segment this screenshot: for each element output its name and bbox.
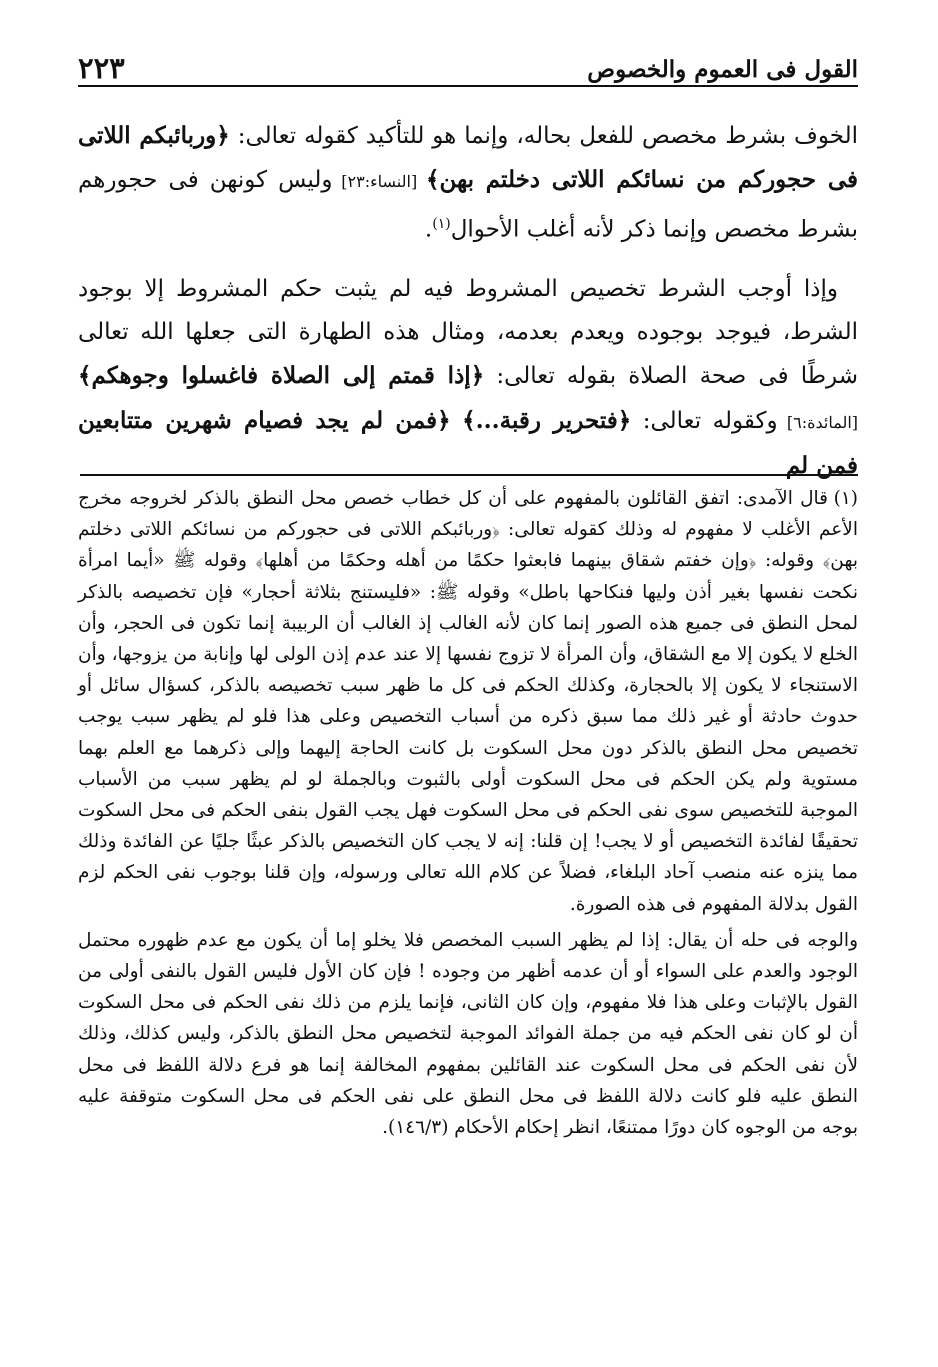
- page-header: [78, 45, 858, 87]
- main-text-segment: وكقوله تعالى:: [631, 407, 778, 434]
- footnote-1: [78, 483, 858, 920]
- running-title: القول فى العموم والخصوص: [587, 56, 858, 83]
- main-text-segment: وإذا أوجب الشرط تخصيص المشروط فيه لم يثبت حكم المشروط إلا بوجود الشرط، فيوجد بوجوده ويعدم بعدمه، ومثال هذه الطهارة التى جعلها الله تعالى شرطًا فى صحة الصلاة بقوله تعالى:: [78, 275, 859, 389]
- main-paragraph-2: [78, 268, 858, 488]
- main-text: [78, 114, 858, 488]
- verse-reference: [المائدة:٦]: [777, 412, 859, 432]
- footnote-number: (١): [833, 488, 858, 509]
- main-text-segment: وليس كونهن فى حجورهم بشرط مخصص وإنما ذكر لأنه أغلب الأحوال: [78, 167, 858, 243]
- main-paragraph-1: [78, 114, 858, 252]
- footnote-separator: [80, 474, 858, 476]
- quran-verse: ﴿فمن لم يجد فصيام شهرين متتابعين فمن لم: [78, 406, 858, 479]
- book-page: [78, 45, 858, 1345]
- footnotes: [78, 483, 858, 1143]
- quran-verse: ﴿إذا قمتم إلى الصلاة فاغسلوا وجوهكم﴾: [78, 361, 485, 389]
- footnote-marker: (١): [432, 216, 451, 232]
- page-number: ٢٢٣: [78, 51, 125, 85]
- quran-verse: ﴿وربائبكم اللاتى فى حجوركم من نسائكم اللاتى دخلتم بهن﴾: [78, 122, 859, 193]
- main-text-segment: الخوف بشرط مخصص للفعل بحاله، وإنما هو للتأكيد كقوله تعالى:: [229, 123, 858, 149]
- verse-reference: [النساء:٢٣]: [332, 172, 426, 191]
- main-text-segment: [451, 408, 463, 434]
- footnote-1-paragraph-2: والوجه فى حله أن يقال: إذا لم يظهر السبب المخصص فلا يخلو إما أن يكون مع عدم ظهوره محتمل الوجود والعدم على السواء أو أن عدمه أظهر من وجوده ! فإن كان الأول فليس القول بالنفى أولى من القول بالإثبات وعلى هذا فلا مفهوم، وإن كان الثانى، فإنما يلزم من ذلك نفى الحكم فى محل السكوت أن لو كان نفى الحكم فيه من جملة الفوائد الموجبة لتخصيص محل النطق بالذكر، وليس كذلك، وذلك لأن نفى الحكم فى محل السكوت عند القائلين بمفهوم المخالفة إنما هو فرع دلالة اللفظ فى محل النطق عليه فلو كانت دلالة اللفظ فى محل النطق على نفى الحكم فى محل السكوت متوقفة عليه بوجه من الوجوه كان دورًا ممتنعًا، انظر إحكام الأحكام (١٤٦/٣).: [78, 929, 858, 1139]
- main-text-segment: .: [424, 216, 433, 243]
- footnote-text: قال الآمدى: اتفق القائلون بالمفهوم على أن كل خطاب خصص محل النطق بالذكر لخروجه مخرج الأعم الأغلب لا مفهوم له وذلك كقوله تعالى: ﴿وربائبكم اللاتى فى حجوركم من نسائكم اللاتى دخلتم بهن﴾ وقوله: ﴿وإن خفتم شقاق بينهما فابعثوا حكمًا من أهله وحكمًا من أهلها﴾ وقوله ﷺ «أيما امرأة نكحت نفسها بغير أذن وليها فنكاحها باطل» وقوله ﷺ: «فليستنج بثلاثة أحجار» فإن تخصيصه بالذكر لمحل النطق فى جميع هذه الصور إنما كان لأنه الغالب إذ الغالب أن الربيبة إنما تكون فى الحجر، وأن الخلع لا يكون إلا مع الشقاق، وأن المرأة لا تزوج نفسها إلا عند عدم إذن الولى لها وإنابة من يزوجها، وأن الاستنجاء لا يكون إلا بالحجارة، وكذلك الحكم فى كل ما ظهر سبب تخصيصه بالذكر، كسؤال سائل أو حدوث حادثة أو غير ذلك مما سبق ذكره من أسباب التخصيص وعلى هذا فلو لم يظهر سبب يوجب تخصيص محل النطق بالذكر دون محل السكوت بل كانت الحاجة إليهما وإلى ذكرهما مع العلم بهما مستوية ولم يكن الحكم فى محل السكوت أولى بالثبوت وبالجملة لو لم يظهر سبب من الأسباب الموجبة للتخصيص سوى نفى الحكم فى محل السكوت فهل يجب القول بنفى الحكم فى محل السكوت تحقيقًا لفائدة التخصيص أو لا يجب! إن قلنا: إنه لا يجب كان التخصيص بالذكر عبثًا جليًا عن الفائدة وذلك مما ينزه عنه منصب آحاد البلغاء، فضلاً عن كلام الله تعالى ورسوله، وإن قلنا بوجوب نفى الحكم لزم القول بدلالة المفهوم فى هذه الصورة.: [78, 488, 858, 915]
- quran-verse: ﴿فتحرير رقبة...﴾: [462, 406, 632, 434]
